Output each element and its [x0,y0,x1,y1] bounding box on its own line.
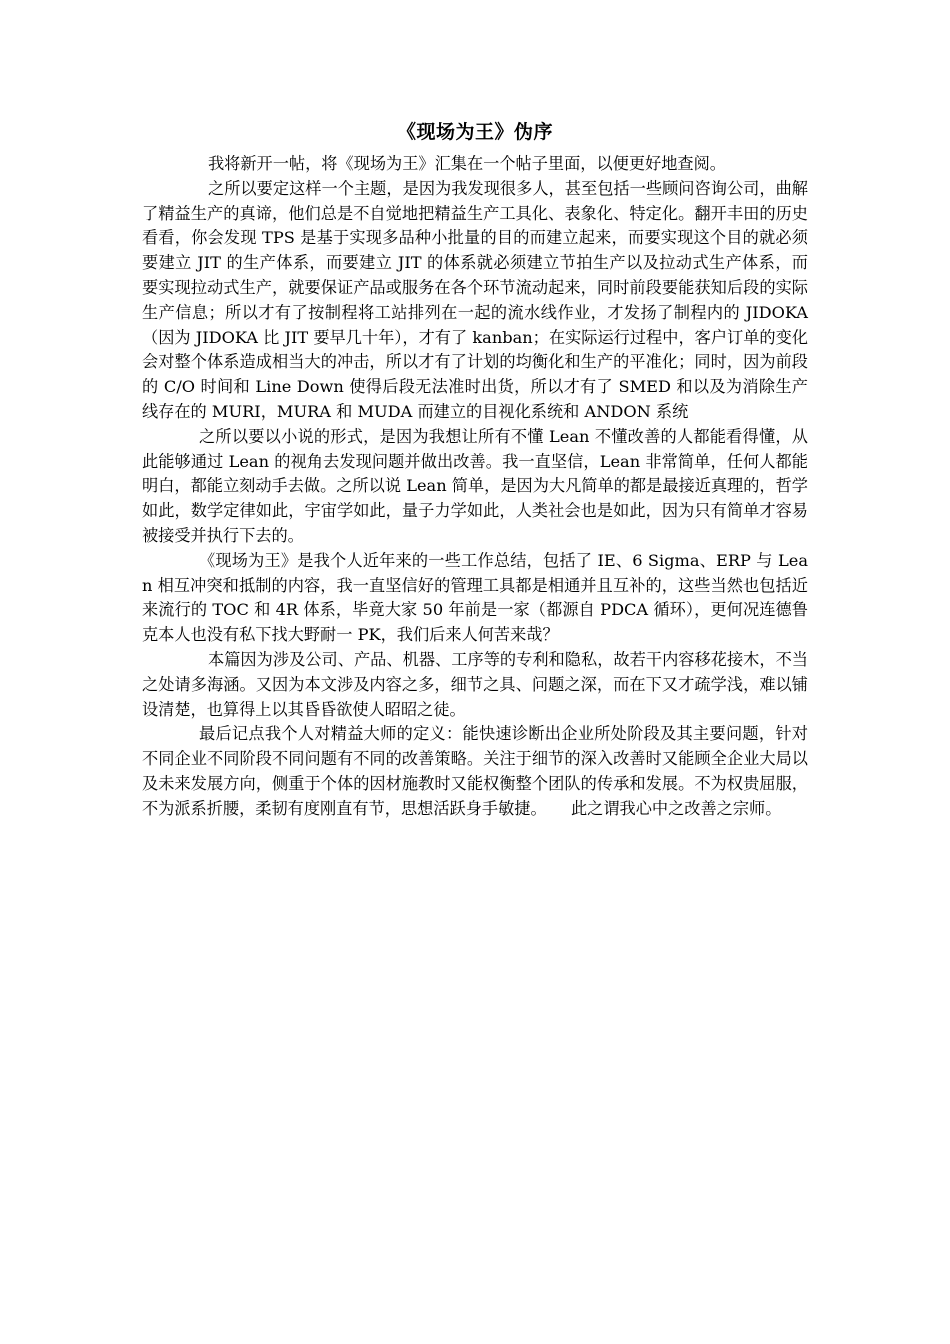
paragraph-novel-form: 之所以要以小说的形式，是因为我想让所有不懂 Lean 不懂改善的人都能看得懂，从此能够通过 Lean 的视角去发现问题并做出改善。我一直坚信，Lean 非常简单，任何人都能明白，都能立刻动手去做。之所以说 Lean 简单，是因为大凡简单的都是最接近真理的，哲学如此，数学定律如此，宇宙学如此，量子力学如此，人类社会也是如此，因为只有简单才容易被接受并执行下去的。 [142,426,808,545]
paragraph-definition: 最后记点我个人对精益大师的定义：能快速诊断出企业所处阶段及其主要问题，针对不同企业不同阶段不同问题有不同的改善策略。关注于细节的深入改善时又能顾全企业大局以及未来发展方向，侧重于个体的因材施教时又能权衡整个团队的传承和发展。不为权贵屈服，不为派系折腰，柔韧有度刚直有节，思想活跃身手敏捷。 此之谓我心中之改善之宗师。 [142,724,808,818]
document-page [142,118,808,822]
paragraph-theme: 之所以要定这样一个主题，是因为我发现很多人，甚至包括一些顾问咨询公司，曲解了精益生产的真谛，他们总是不自觉地把精益生产工具化、表象化、特定化。翻开丰田的历史看看，你会发现 TPS 是基于实现多品种小批量的目的而建立起来，而要实现这个目的就必须要建立 JIT 的生产体系，而要建立 JIT 的体系就必须建立节拍生产以及拉动式生产体系，而要实现拉动式生产，就要保证产品或服务在各个环节流动起来，同时前段要能获知后段的实际生产信息；所以才有了按制程将工站排列在一起的流水线作业，才发扬了制程内的 JIDOKA（因为 JIDOKA 比 JIT 要早几十年），才有了 kanban；在实际运行过程中，客户订单的变化会对整个体系造成相当大的冲击，所以才有了计划的均衡化和生产的平准化；同时，因为前段的 C/O 时间和 Line Down 使得后段无法准时出货，所以才有了 SMED 和以及为消除生产线存在的 MURI，MURA 和 MUDA 而建立的目视化系统和 ANDON 系统 [142,178,808,421]
paragraph-privacy: 本篇因为涉及公司、产品、机器、工序等的专利和隐私，故若干内容移花接木，不当之处请多海涵。又因为本文涉及内容之多，细节之具、问题之深，而在下又才疏学浅，难以铺设清楚，也算得上以其昏昏欲使人昭昭之徒。 [142,649,808,719]
document-title: 《现场为王》伪序 [396,121,553,143]
paragraph-summary: 《现场为王》是我个人近年来的一些工作总结，包括了 IE、6 Sigma、ERP 与 Lean 相互冲突和抵制的内容，我一直坚信好的管理工具都是相通并且互补的，这些当然也包括近来流行的 TOC 和 4R 体系，毕竟大家 50 年前是一家（都源自 PDCA 循环），更何况连德鲁克本人也没有私下找大野耐一 PK，我们后来人何苦来哉？ [142,550,808,645]
paragraph-intro: 我将新开一帖，将《现场为王》汇集在一个帖子里面，以便更好地查阅。 [208,154,726,173]
